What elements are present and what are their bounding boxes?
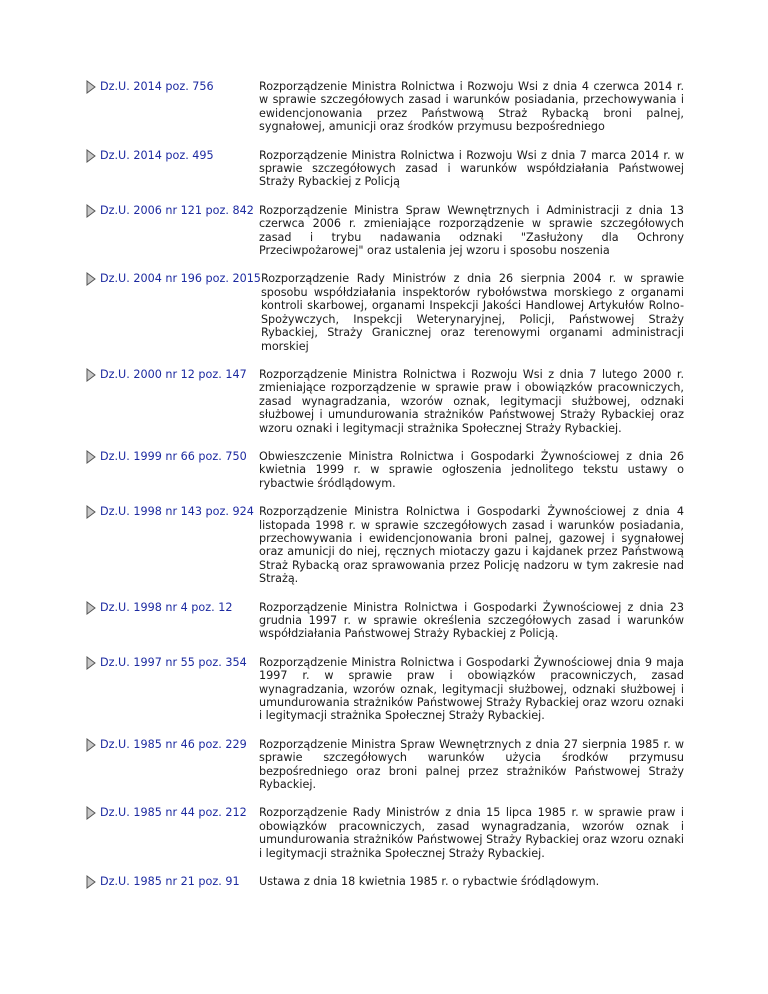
act-reference xyxy=(84,505,259,519)
act-reference xyxy=(84,806,259,820)
act-reference-link[interactable]: Dz.U. 1985 nr 21 poz. 91 xyxy=(100,875,240,889)
triangle-bullet-icon xyxy=(84,204,98,218)
act-reference xyxy=(84,601,259,615)
act-reference-link[interactable]: Dz.U. 1999 nr 66 poz. 750 xyxy=(100,449,247,463)
act-reference xyxy=(84,204,259,218)
list-item xyxy=(84,806,684,860)
act-description: Rozporządzenie Ministra Rolnictwa i Rozwoju Wsi z dnia 7 lutego 2000 r. zmieniające rozporządzenie w sprawie praw i obowiązków pracowniczych, zasad wynagradzania, wzorów oznak, legitymacji służbowej, odznaki służbowej i umundurowania strażników Państwowej Straży Rybackiej oraz wzoru oznaki i legitymacji strażnika Społecznej Straży Rybackiej. xyxy=(259,367,684,435)
act-description: Rozporządzenie Ministra Rolnictwa i Rozwoju Wsi z dnia 7 marca 2014 r. w sprawie szczegółowych zasad i warunków współdziałania Państwowej Straży Rybackiej z Policją xyxy=(259,148,684,189)
list-item xyxy=(84,272,684,352)
triangle-bullet-icon xyxy=(84,450,98,464)
act-description: Rozporządzenie Ministra Rolnictwa i Rozwoju Wsi z dnia 4 czerwca 2014 r. w sprawie szczegółowych zasad i warunków posiadania, przechowywania i ewidencjonowania przez Państwową Straż Rybacką broni palnej, sygnałowej, amunicji oraz środków przymusu bezpośredniego xyxy=(259,80,684,134)
list-item xyxy=(84,875,684,889)
act-reference-link[interactable]: Dz.U. 2014 poz. 495 xyxy=(100,148,214,162)
act-reference xyxy=(84,368,259,382)
triangle-bullet-icon xyxy=(84,80,98,94)
act-reference-link[interactable]: Dz.U. 2000 nr 12 poz. 147 xyxy=(100,367,247,381)
act-reference-link[interactable]: Dz.U. 1998 nr 4 poz. 12 xyxy=(100,600,233,614)
act-reference xyxy=(84,656,259,670)
act-reference-link[interactable]: Dz.U. 1985 nr 46 poz. 229 xyxy=(100,737,247,751)
legal-acts-list xyxy=(84,80,684,904)
act-reference-link[interactable]: Dz.U. 2004 nr 196 poz. 2015 xyxy=(100,272,261,286)
triangle-bullet-icon xyxy=(84,601,98,615)
act-description: Rozporządzenie Ministra Spraw Wewnętrznych z dnia 27 sierpnia 1985 r. w sprawie szczegółowych warunków użycia środków przymusu bezpośredniego oraz broni palnej przez strażników Państwowej Straży Rybackiej. xyxy=(259,737,684,792)
triangle-bullet-icon xyxy=(84,806,98,820)
act-description: Obwieszczenie Ministra Rolnictwa i Gospodarki Żywnościowej z dnia 26 kwietnia 1999 r. w sprawie ogłoszenia jednolitego tekstu ustawy o rybactwie śródlądowym. xyxy=(259,449,684,490)
act-reference xyxy=(84,272,261,286)
triangle-bullet-icon xyxy=(84,368,98,382)
act-reference xyxy=(84,738,259,752)
act-reference xyxy=(84,80,259,94)
act-description: Rozporządzenie Ministra Rolnictwa i Gospodarki Żywnościowej dnia 9 maja 1997 r. w sprawie praw i obowiązków pracowniczych, zasad wynagradzania, wzorów oznak, legitymacji służbowej, odznaki służbowej i umundurowania strażników Państwowej Straży Rybackiej oraz wzoru oznaki i legitymacji strażnika Społecznej Straży Rybackiej. xyxy=(259,655,684,723)
triangle-bullet-icon xyxy=(84,738,98,752)
list-item xyxy=(84,204,684,258)
act-reference xyxy=(84,450,259,464)
act-reference xyxy=(84,149,259,163)
act-reference-link[interactable]: Dz.U. 2014 poz. 756 xyxy=(100,80,214,93)
act-description: Rozporządzenie Ministra Rolnictwa i Gospodarki Żywnościowej z dnia 4 listopada 1998 r. w sprawie szczegółowych zasad i warunków posiadania, przechowywania i ewidencjonowania broni palnej, gazowej i sygnałowej oraz amunicji do niej, ręcznych miotaczy gazu i kajdanek przez Państwową Straż Rybacką oraz sprawowania przez Policję nadzoru w tym zakresie nad Strażą. xyxy=(259,505,684,586)
triangle-bullet-icon xyxy=(84,656,98,670)
list-item xyxy=(84,656,684,723)
act-reference-link[interactable]: Dz.U. 1998 nr 143 poz. 924 xyxy=(100,505,254,519)
list-item xyxy=(84,450,684,490)
act-reference-link[interactable]: Dz.U. 1985 nr 44 poz. 212 xyxy=(100,806,247,820)
list-item xyxy=(84,601,684,641)
list-item xyxy=(84,368,684,435)
act-reference xyxy=(84,875,259,889)
act-reference-link[interactable]: Dz.U. 2006 nr 121 poz. 842 xyxy=(100,203,254,217)
act-description: Ustawa z dnia 18 kwietnia 1985 r. o rybactwie śródlądowym. xyxy=(259,875,600,889)
list-item xyxy=(84,505,684,585)
act-description: Rozporządzenie Rady Ministrów z dnia 26 sierpnia 2004 r. w sprawie sposobu współdziałania inspektorów rybołówstwa morskiego z organami kontroli skarbowej, organami Inspekcji Jakości Handlowej Artykułów Rolno-Spożywczych, Inspekcji Weterynaryjnej, Policji, Państwowej Straży Rybackiej, Straży Granicznej oraz terenowymi organami administracji morskiej xyxy=(260,272,684,353)
act-description: Rozporządzenie Rady Ministrów z dnia 15 lipca 1985 r. w sprawie praw i obowiązków pracowniczych, zasad wynagradzania, wzorów oznak i umundurowania strażników Państwowej Straży Rybackiej oraz wzoru oznaki i legitymacji strażnika Społecznej Straży Rybackiej. xyxy=(259,806,684,860)
triangle-bullet-icon xyxy=(84,149,98,163)
list-item xyxy=(84,80,684,134)
triangle-bullet-icon xyxy=(84,272,98,286)
act-reference-link[interactable]: Dz.U. 1997 nr 55 poz. 354 xyxy=(100,655,247,669)
list-item xyxy=(84,149,684,189)
act-description: Rozporządzenie Ministra Rolnictwa i Gospodarki Żywnościowej z dnia 23 grudnia 1997 r. w sprawie określenia szczegółowych zasad i warunków współdziałania Państwowej Straży Rybackiej z Policją. xyxy=(259,600,684,641)
list-item xyxy=(84,738,684,792)
act-description: Rozporządzenie Ministra Spraw Wewnętrznych i Administracji z dnia 13 czerwca 2006 r. zmieniające rozporządzenie w sprawie szczegółowych zasad i trybu nadawania odznaki "Zasłużony dla Ochrony Przeciwpożarowej" oraz ustalenia jej wzoru i sposobu noszenia xyxy=(259,203,684,258)
triangle-bullet-icon xyxy=(84,505,98,519)
triangle-bullet-icon xyxy=(84,875,98,889)
